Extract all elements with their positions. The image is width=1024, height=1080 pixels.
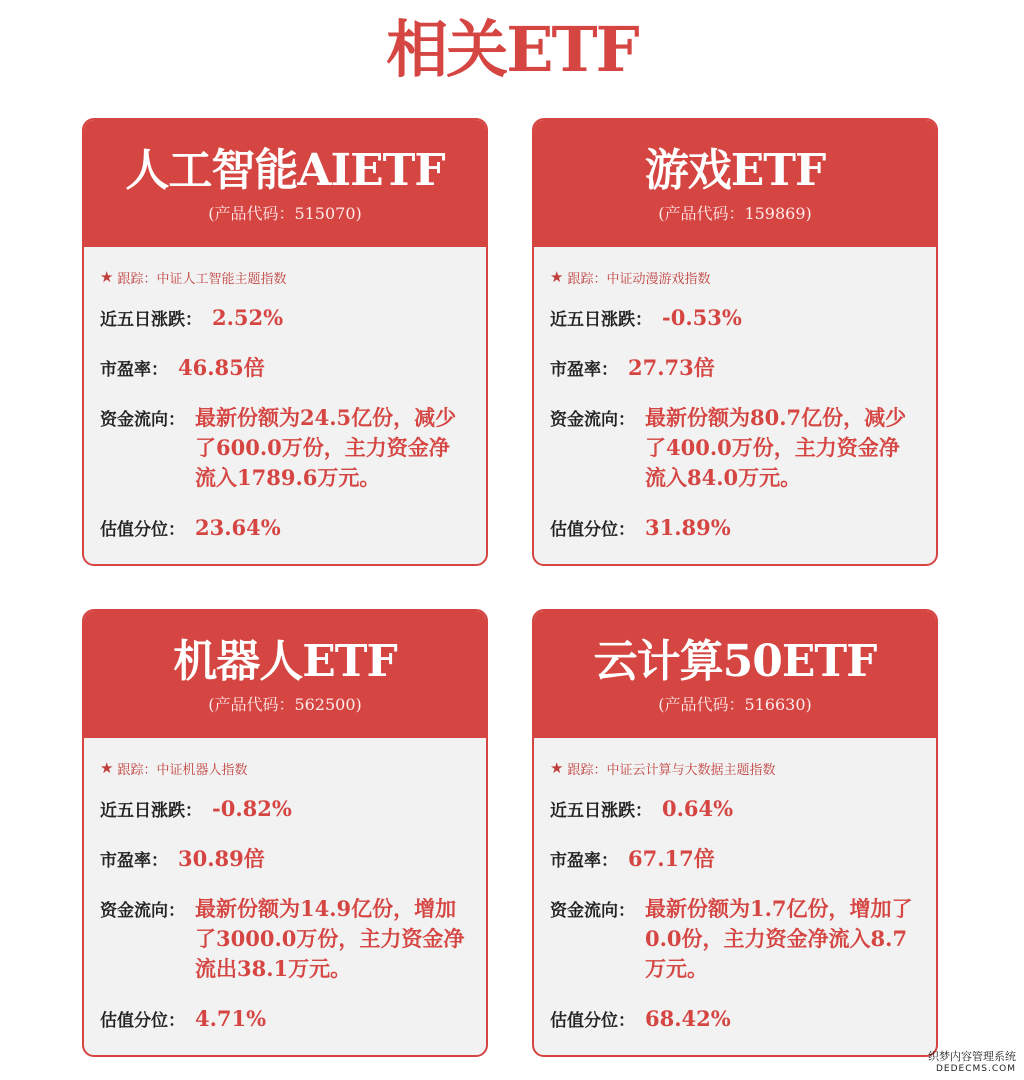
tracking-index: 中证机器人指数: [156, 762, 248, 778]
tracking-label: 跟踪：: [117, 762, 157, 778]
card-name: 机器人ETF: [173, 636, 397, 687]
flow-label: 资金流向：: [550, 901, 635, 921]
card-code: (产品代码：562500): [208, 695, 362, 714]
five-day-value: 2.52%: [212, 305, 284, 330]
flow-label: 资金流向：: [100, 901, 185, 921]
flow-row: [100, 894, 470, 984]
flow-row: [100, 403, 470, 493]
tracking-line: [550, 758, 920, 778]
five-day-row: [550, 794, 920, 824]
pe-row: [100, 353, 470, 383]
valuation-value: 31.89%: [645, 515, 731, 540]
five-day-label: 近五日涨跌：: [100, 310, 202, 330]
valuation-row: [550, 513, 920, 543]
valuation-row: [100, 1004, 470, 1034]
pe-value: 67.17倍: [628, 846, 715, 871]
tracking-label: 跟踪：: [567, 271, 607, 287]
five-day-label: 近五日涨跌：: [550, 310, 652, 330]
pe-row: [100, 844, 470, 874]
tracking-index: 中证人工智能主题指数: [156, 271, 287, 287]
flow-label: 资金流向：: [100, 410, 185, 430]
card-body: [84, 247, 486, 543]
card-body: [534, 738, 936, 1034]
star-icon: ★: [100, 759, 114, 777]
card-name: 云计算50ETF: [593, 636, 877, 687]
flow-value: 最新份额为80.7亿份，减少了400.0万份，主力资金净流入84.0万元。: [645, 405, 907, 490]
five-day-label: 近五日涨跌：: [100, 801, 202, 821]
flow-row: [550, 403, 920, 493]
valuation-label: 估值分位：: [550, 1011, 635, 1031]
card-name: 游戏ETF: [644, 145, 826, 196]
card-code: (产品代码：516630): [658, 695, 812, 714]
pe-label: 市盈率：: [100, 851, 168, 871]
tracking-index: 中证动漫游戏指数: [606, 271, 711, 287]
valuation-label: 估值分位：: [100, 1011, 185, 1031]
etf-card-ai: [82, 118, 488, 566]
card-header: [84, 611, 486, 738]
tracking-index: 中证云计算与大数据主题指数: [606, 762, 776, 778]
etf-card-cloud: [532, 609, 938, 1057]
flow-value: 最新份额为14.9亿份，增加了3000.0万份，主力资金净流出38.1万元。: [195, 896, 465, 981]
five-day-row: [100, 794, 470, 824]
valuation-value: 4.71%: [195, 1006, 267, 1031]
watermark: [928, 1050, 1016, 1076]
valuation-value: 23.64%: [195, 515, 281, 540]
valuation-label: 估值分位：: [550, 520, 635, 540]
card-name: 人工智能AIETF: [125, 145, 445, 196]
valuation-label: 估值分位：: [100, 520, 185, 540]
card-header: [534, 120, 936, 247]
pe-row: [550, 844, 920, 874]
card-body: [84, 738, 486, 1034]
pe-label: 市盈率：: [550, 360, 618, 380]
tracking-label: 跟踪：: [567, 762, 607, 778]
pe-value: 30.89倍: [178, 846, 265, 871]
etf-card-robot: [82, 609, 488, 1057]
star-icon: ★: [550, 268, 564, 286]
card-code: (产品代码：515070): [208, 204, 362, 223]
flow-label: 资金流向：: [550, 410, 635, 430]
valuation-row: [100, 513, 470, 543]
card-header: [534, 611, 936, 738]
tracking-label: 跟踪：: [117, 271, 157, 287]
card-body: [534, 247, 936, 543]
pe-label: 市盈率：: [100, 360, 168, 380]
watermark-line1: 织梦内容管理系统: [928, 1050, 1016, 1063]
star-icon: ★: [550, 759, 564, 777]
valuation-value: 68.42%: [645, 1006, 731, 1031]
five-day-row: [100, 303, 470, 333]
five-day-value: 0.64%: [662, 796, 734, 821]
tracking-line: [100, 758, 470, 778]
watermark-line2: DEDECMS.COM: [936, 1064, 1016, 1074]
card-header: [84, 120, 486, 247]
pe-row: [550, 353, 920, 383]
pe-value: 46.85倍: [178, 355, 265, 380]
five-day-value: -0.53%: [662, 305, 742, 330]
flow-value: 最新份额为24.5亿份，减少了600.0万份，主力资金净流入1789.6万元。: [195, 405, 457, 490]
pe-value: 27.73倍: [628, 355, 715, 380]
valuation-row: [550, 1004, 920, 1034]
five-day-row: [550, 303, 920, 333]
etf-card-game: [532, 118, 938, 566]
card-code: (产品代码：159869): [658, 204, 812, 223]
five-day-label: 近五日涨跌：: [550, 801, 652, 821]
page-title: 相关ETF: [386, 13, 638, 86]
tracking-line: [100, 267, 470, 287]
flow-value: 最新份额为1.7亿份，增加了0.0份，主力资金净流入8.7万元。: [645, 896, 913, 981]
star-icon: ★: [100, 268, 114, 286]
five-day-value: -0.82%: [212, 796, 292, 821]
tracking-line: [550, 267, 920, 287]
flow-row: [550, 894, 920, 984]
pe-label: 市盈率：: [550, 851, 618, 871]
